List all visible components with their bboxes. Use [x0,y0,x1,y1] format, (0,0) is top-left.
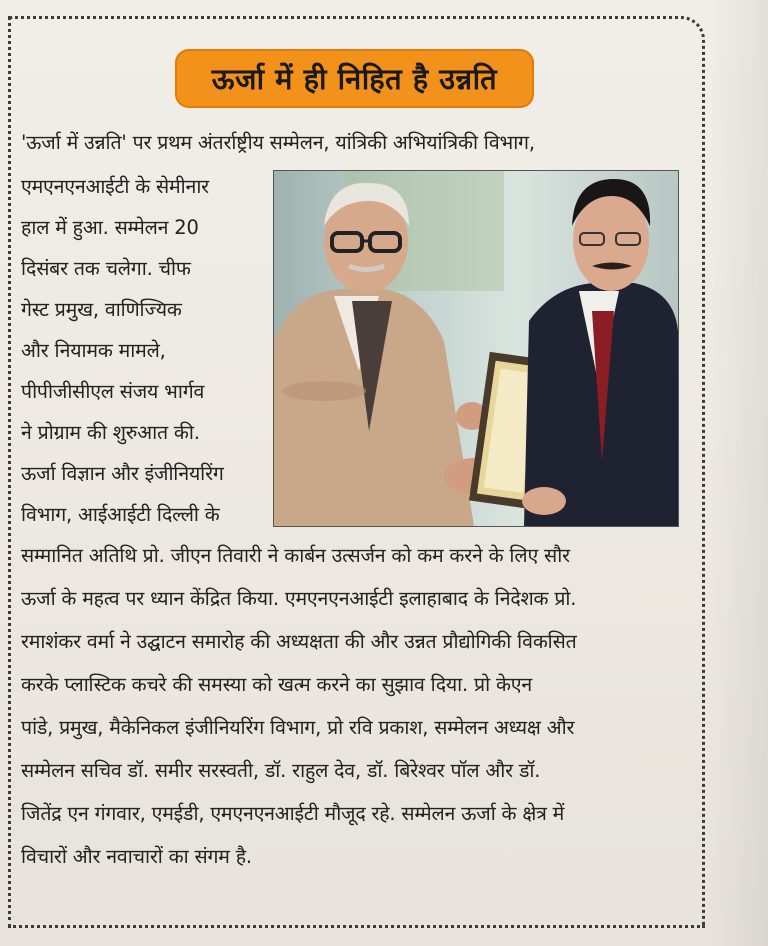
article-line-13: रमाशंकर वर्मा ने उद्घाटन समारोह की अध्यक्षता की और उन्नत प्रौद्योगिकी विकसित [21,630,577,653]
article-line-16: सम्मेलन सचिव डॉ. समीर सरस्वती, डॉ. राहुल देव, डॉ. बिरेश्वर पॉल और डॉ. [21,759,541,782]
article-line-9: ऊर्जा विज्ञान और इंजीनियरिंग [21,462,224,485]
article-line-4: दिसंबर तक चलेगा. चीफ [21,257,191,280]
article-line-17: जितेंद्र एन गंगवार, एमईडी, एमएनएनआईटी मौजूद रहे. सम्मेलन ऊर्जा के क्षेत्र में [21,802,565,825]
article-line-3: हाल में हुआ. सम्मेलन 20 [21,216,199,239]
article-line-10: विभाग, आईआईटी दिल्ली के [21,503,220,526]
article-line-7: पीपीजीसीएल संजय भार्गव [21,380,205,403]
article-line-8: ने प्रोग्राम की शुरुआत की. [21,421,200,444]
article-line-11: सम्मानित अतिथि प्रो. जीएन तिवारी ने कार्बन उत्सर्जन को कम करने के लिए सौर [21,544,570,567]
article-line-18: विचारों और नवाचारों का संगम है. [21,845,252,868]
article-line-14: करके प्लास्टिक कचरे की समस्या को खत्म करने का सुझाव दिया. प्रो केएन [21,673,532,696]
article-line-5: गेस्ट प्रमुख, वाणिज्यिक [21,298,182,321]
headline-banner: ऊर्जा में ही निहित है उन्नति [175,49,534,108]
article-line-2: एमएनएनआईटी के सेमीनार [21,175,209,198]
article-line-12: ऊर्जा के महत्व पर ध्यान केंद्रित किया. एमएनएनआईटी इलाहाबाद के निदेशक प्रो. [21,587,577,610]
article-line-1: 'ऊर्जा में उन्नति' पर प्रथम अंतर्राष्ट्रीय सम्मेलन, यांत्रिकी अभियांत्रिकी विभाग, [21,131,535,154]
award-photo [273,170,679,527]
article-line-15: पांडे, प्रमुख, मैकेनिकल इंजीनियरिंग विभाग, प्रो रवि प्रकाश, सम्मेलन अध्यक्ष और [21,716,575,739]
page-edge-shadow [708,0,768,946]
article-line-6: और नियामक मामले, [21,339,166,362]
